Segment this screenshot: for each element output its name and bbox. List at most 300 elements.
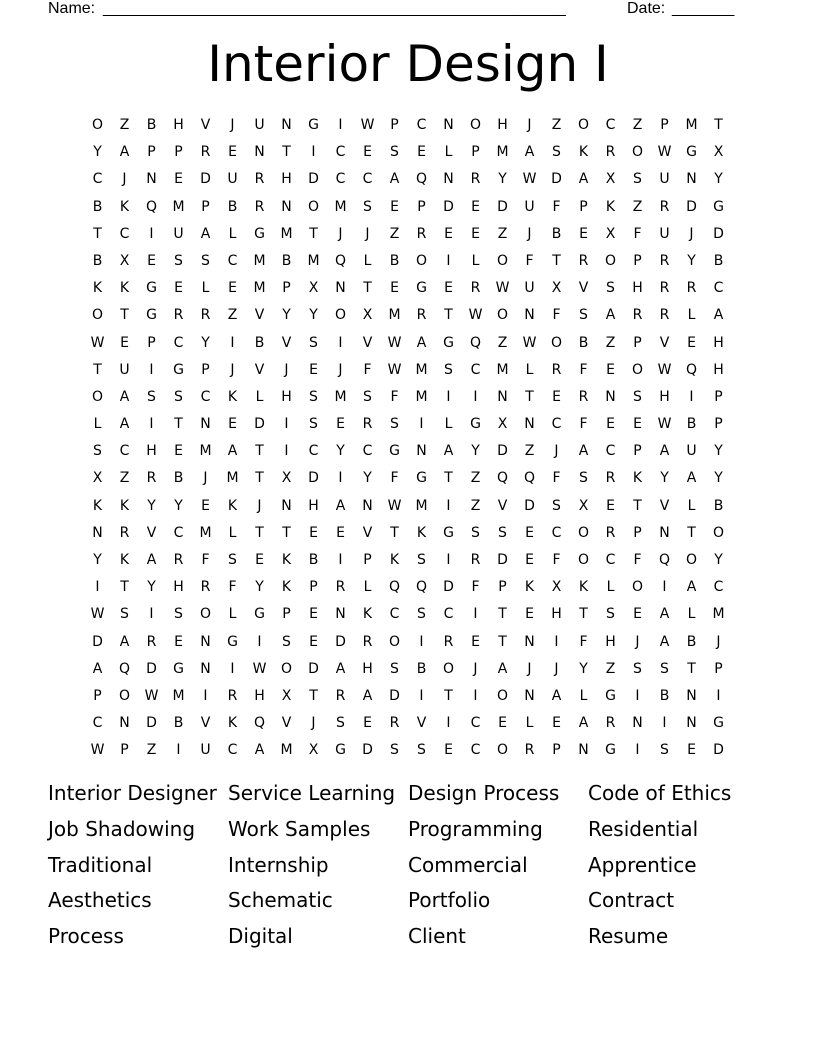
- grid-letter[interactable]: M: [415, 388, 428, 405]
- grid-letter[interactable]: H: [632, 280, 643, 297]
- grid-letter[interactable]: A: [335, 497, 346, 514]
- grid-letter[interactable]: N: [443, 171, 454, 188]
- grid-letter[interactable]: K: [362, 606, 373, 623]
- grid-letter[interactable]: O: [496, 742, 509, 759]
- grid-letter[interactable]: R: [227, 687, 238, 704]
- grid-letter[interactable]: R: [686, 280, 697, 297]
- grid-letter[interactable]: P: [633, 524, 642, 541]
- grid-letter[interactable]: L: [444, 416, 453, 433]
- grid-letter[interactable]: H: [713, 361, 724, 378]
- grid-letter[interactable]: C: [416, 117, 427, 133]
- grid-letter[interactable]: R: [659, 280, 670, 297]
- grid-letter[interactable]: Y: [147, 497, 156, 514]
- grid-letter[interactable]: Y: [363, 470, 372, 487]
- grid-letter[interactable]: S: [417, 552, 426, 568]
- grid-letter[interactable]: R: [173, 552, 184, 568]
- grid-letter[interactable]: S: [471, 524, 480, 541]
- grid-letter[interactable]: O: [631, 144, 644, 161]
- grid-letter[interactable]: C: [470, 715, 481, 732]
- grid-letter[interactable]: E: [633, 606, 642, 623]
- grid-letter[interactable]: E: [255, 552, 264, 568]
- grid-letter[interactable]: R: [200, 579, 211, 596]
- grid-letter[interactable]: J: [527, 660, 532, 677]
- grid-letter[interactable]: S: [660, 660, 669, 677]
- grid-letter[interactable]: C: [443, 606, 454, 623]
- grid-letter[interactable]: L: [93, 416, 102, 433]
- grid-letter[interactable]: W: [495, 280, 510, 297]
- grid-letter[interactable]: I: [176, 742, 181, 759]
- grid-letter[interactable]: A: [119, 144, 130, 161]
- grid-letter[interactable]: T: [498, 606, 507, 623]
- grid-letter[interactable]: N: [605, 388, 616, 405]
- grid-letter[interactable]: T: [255, 470, 264, 487]
- grid-letter[interactable]: D: [308, 470, 319, 487]
- grid-letter[interactable]: K: [119, 497, 130, 514]
- grid-letter[interactable]: S: [417, 606, 426, 623]
- grid-letter[interactable]: N: [524, 687, 535, 704]
- grid-letter[interactable]: E: [417, 144, 426, 161]
- grid-letter[interactable]: E: [390, 280, 399, 297]
- grid-letter[interactable]: B: [551, 225, 562, 242]
- grid-letter[interactable]: J: [365, 225, 370, 242]
- grid-letter[interactable]: T: [309, 687, 318, 704]
- grid-letter[interactable]: A: [389, 171, 400, 188]
- grid-letter[interactable]: S: [93, 443, 102, 460]
- grid-letter[interactable]: G: [335, 742, 346, 759]
- grid-letter[interactable]: I: [554, 633, 559, 650]
- grid-letter[interactable]: F: [579, 361, 588, 378]
- grid-letter[interactable]: R: [146, 633, 157, 650]
- grid-letter[interactable]: L: [228, 606, 237, 623]
- grid-letter[interactable]: O: [334, 307, 347, 324]
- grid-letter[interactable]: A: [416, 334, 427, 351]
- grid-letter[interactable]: A: [227, 443, 238, 460]
- grid-letter[interactable]: U: [173, 225, 184, 242]
- grid-letter[interactable]: L: [201, 280, 210, 297]
- grid-letter[interactable]: F: [579, 416, 588, 433]
- grid-letter[interactable]: C: [227, 252, 238, 269]
- grid-letter[interactable]: E: [444, 225, 453, 242]
- grid-letter[interactable]: M: [172, 198, 185, 215]
- grid-letter[interactable]: Y: [282, 307, 291, 324]
- grid-letter[interactable]: P: [417, 198, 426, 215]
- grid-letter[interactable]: D: [146, 660, 157, 677]
- grid-letter[interactable]: R: [605, 524, 616, 541]
- grid-letter[interactable]: E: [525, 552, 534, 568]
- grid-letter[interactable]: S: [336, 715, 345, 732]
- grid-letter[interactable]: O: [550, 334, 563, 351]
- grid-letter[interactable]: M: [712, 606, 725, 623]
- grid-letter[interactable]: V: [578, 280, 589, 297]
- grid-letter[interactable]: I: [230, 334, 235, 351]
- grid-letter[interactable]: F: [390, 470, 399, 487]
- grid-letter[interactable]: D: [389, 687, 400, 704]
- grid-letter[interactable]: W: [387, 361, 402, 378]
- grid-letter[interactable]: T: [120, 579, 129, 596]
- grid-letter[interactable]: J: [554, 660, 559, 677]
- grid-letter[interactable]: L: [579, 687, 588, 704]
- grid-letter[interactable]: K: [632, 470, 643, 487]
- grid-letter[interactable]: N: [200, 660, 211, 677]
- grid-letter[interactable]: I: [635, 742, 640, 759]
- grid-letter[interactable]: I: [338, 470, 343, 487]
- grid-letter[interactable]: N: [524, 633, 535, 650]
- grid-letter[interactable]: U: [254, 117, 265, 133]
- grid-letter[interactable]: T: [255, 524, 264, 541]
- grid-letter[interactable]: Q: [253, 715, 266, 732]
- grid-letter[interactable]: O: [91, 307, 104, 324]
- grid-letter[interactable]: T: [174, 416, 183, 433]
- grid-letter[interactable]: E: [525, 606, 534, 623]
- grid-letter[interactable]: M: [253, 252, 266, 269]
- grid-letter[interactable]: K: [578, 579, 589, 596]
- grid-letter[interactable]: T: [444, 687, 453, 704]
- grid-letter[interactable]: G: [254, 225, 265, 242]
- grid-letter[interactable]: P: [120, 742, 129, 759]
- grid-letter[interactable]: K: [416, 524, 427, 541]
- grid-letter[interactable]: P: [633, 443, 642, 460]
- grid-letter[interactable]: A: [578, 715, 589, 732]
- grid-letter[interactable]: E: [606, 497, 615, 514]
- grid-letter[interactable]: N: [92, 524, 103, 541]
- grid-letter[interactable]: H: [713, 334, 724, 351]
- grid-letter[interactable]: T: [93, 361, 102, 378]
- grid-letter[interactable]: I: [473, 687, 478, 704]
- grid-letter[interactable]: W: [144, 687, 159, 704]
- grid-letter[interactable]: Z: [632, 198, 643, 215]
- grid-letter[interactable]: D: [308, 660, 319, 677]
- grid-letter[interactable]: F: [552, 198, 561, 215]
- grid-letter[interactable]: C: [362, 171, 373, 188]
- grid-letter[interactable]: P: [147, 334, 156, 351]
- grid-letter[interactable]: A: [578, 443, 589, 460]
- grid-letter[interactable]: S: [498, 524, 507, 541]
- grid-letter[interactable]: I: [284, 443, 289, 460]
- grid-letter[interactable]: S: [633, 660, 642, 677]
- grid-letter[interactable]: R: [524, 742, 535, 759]
- grid-letter[interactable]: I: [311, 144, 316, 161]
- grid-letter[interactable]: S: [552, 497, 561, 514]
- grid-letter[interactable]: E: [552, 388, 561, 405]
- grid-letter[interactable]: T: [714, 117, 723, 133]
- grid-letter[interactable]: O: [442, 660, 455, 677]
- grid-letter[interactable]: H: [173, 579, 184, 596]
- grid-letter[interactable]: E: [471, 633, 480, 650]
- grid-letter[interactable]: E: [444, 280, 453, 297]
- grid-letter[interactable]: N: [524, 416, 535, 433]
- grid-letter[interactable]: V: [281, 715, 292, 732]
- grid-letter[interactable]: U: [200, 742, 211, 759]
- grid-letter[interactable]: N: [443, 117, 454, 133]
- grid-letter[interactable]: Y: [174, 497, 183, 514]
- grid-letter[interactable]: H: [146, 443, 157, 460]
- grid-letter[interactable]: P: [201, 198, 210, 215]
- grid-letter[interactable]: I: [635, 687, 640, 704]
- grid-letter[interactable]: V: [416, 715, 427, 732]
- grid-letter[interactable]: B: [389, 252, 400, 269]
- grid-letter[interactable]: B: [713, 252, 724, 269]
- grid-letter[interactable]: S: [390, 742, 399, 759]
- grid-letter[interactable]: V: [200, 715, 211, 732]
- grid-letter[interactable]: A: [659, 443, 670, 460]
- grid-letter[interactable]: D: [686, 198, 697, 215]
- grid-letter[interactable]: V: [659, 334, 670, 351]
- grid-letter[interactable]: S: [174, 252, 183, 269]
- grid-letter[interactable]: H: [659, 388, 670, 405]
- grid-letter[interactable]: M: [172, 687, 185, 704]
- grid-letter[interactable]: G: [416, 280, 427, 297]
- grid-letter[interactable]: T: [120, 307, 129, 324]
- grid-letter[interactable]: C: [173, 334, 184, 351]
- grid-letter[interactable]: S: [660, 742, 669, 759]
- grid-letter[interactable]: M: [334, 388, 347, 405]
- grid-letter[interactable]: C: [119, 443, 130, 460]
- grid-letter[interactable]: E: [498, 715, 507, 732]
- grid-letter[interactable]: P: [660, 117, 669, 133]
- grid-letter[interactable]: J: [230, 361, 235, 378]
- grid-letter[interactable]: M: [415, 497, 428, 514]
- grid-letter[interactable]: Y: [714, 443, 723, 460]
- grid-letter[interactable]: O: [307, 198, 320, 215]
- grid-letter[interactable]: S: [633, 171, 642, 188]
- grid-letter[interactable]: R: [578, 388, 589, 405]
- grid-letter[interactable]: D: [443, 579, 454, 596]
- grid-letter[interactable]: V: [254, 307, 265, 324]
- grid-letter[interactable]: L: [525, 361, 534, 378]
- grid-letter[interactable]: I: [203, 687, 208, 704]
- grid-letter[interactable]: S: [282, 633, 291, 650]
- grid-letter[interactable]: Y: [147, 579, 156, 596]
- grid-letter[interactable]: N: [254, 144, 265, 161]
- grid-letter[interactable]: F: [525, 252, 534, 269]
- grid-letter[interactable]: C: [389, 606, 400, 623]
- grid-letter[interactable]: E: [147, 252, 156, 269]
- grid-letter[interactable]: X: [308, 742, 319, 759]
- grid-letter[interactable]: L: [687, 497, 696, 514]
- grid-letter[interactable]: I: [446, 388, 451, 405]
- grid-letter[interactable]: J: [230, 117, 235, 133]
- grid-letter[interactable]: B: [146, 117, 157, 133]
- grid-letter[interactable]: E: [606, 416, 615, 433]
- grid-letter[interactable]: H: [362, 660, 373, 677]
- grid-letter[interactable]: J: [473, 660, 478, 677]
- grid-letter[interactable]: P: [552, 742, 561, 759]
- grid-letter[interactable]: E: [174, 280, 183, 297]
- grid-letter[interactable]: I: [419, 633, 424, 650]
- grid-letter[interactable]: R: [605, 470, 616, 487]
- grid-letter[interactable]: C: [713, 280, 724, 297]
- grid-letter[interactable]: N: [686, 687, 697, 704]
- grid-letter[interactable]: S: [363, 388, 372, 405]
- date-field[interactable]: _______: [672, 0, 735, 17]
- grid-letter[interactable]: G: [173, 660, 184, 677]
- grid-letter[interactable]: C: [551, 524, 562, 541]
- grid-letter[interactable]: A: [686, 470, 697, 487]
- grid-letter[interactable]: N: [335, 606, 346, 623]
- grid-letter[interactable]: R: [254, 198, 265, 215]
- grid-letter[interactable]: E: [174, 443, 183, 460]
- grid-letter[interactable]: B: [227, 198, 238, 215]
- grid-letter[interactable]: G: [146, 307, 157, 324]
- grid-letter[interactable]: B: [416, 660, 427, 677]
- grid-letter[interactable]: Y: [471, 443, 480, 460]
- grid-letter[interactable]: S: [417, 742, 426, 759]
- grid-letter[interactable]: E: [228, 144, 237, 161]
- grid-letter[interactable]: E: [174, 633, 183, 650]
- grid-letter[interactable]: L: [363, 579, 372, 596]
- grid-letter[interactable]: D: [443, 198, 454, 215]
- grid-letter[interactable]: N: [200, 633, 211, 650]
- grid-letter[interactable]: R: [200, 144, 211, 161]
- grid-letter[interactable]: D: [713, 742, 724, 759]
- grid-letter[interactable]: P: [633, 334, 642, 351]
- grid-letter[interactable]: Q: [469, 334, 482, 351]
- grid-letter[interactable]: R: [119, 524, 130, 541]
- grid-letter[interactable]: K: [92, 497, 103, 514]
- grid-letter[interactable]: F: [633, 225, 642, 242]
- grid-letter[interactable]: R: [605, 144, 616, 161]
- grid-letter[interactable]: R: [146, 470, 157, 487]
- grid-letter[interactable]: K: [227, 715, 238, 732]
- grid-letter[interactable]: C: [335, 144, 346, 161]
- grid-letter[interactable]: I: [95, 579, 100, 596]
- grid-letter[interactable]: W: [90, 334, 105, 351]
- grid-letter[interactable]: U: [227, 171, 238, 188]
- grid-letter[interactable]: C: [173, 524, 184, 541]
- grid-letter[interactable]: C: [605, 552, 616, 568]
- grid-letter[interactable]: C: [92, 715, 103, 732]
- grid-letter[interactable]: K: [281, 579, 292, 596]
- grid-letter[interactable]: I: [446, 715, 451, 732]
- grid-letter[interactable]: S: [363, 198, 372, 215]
- grid-letter[interactable]: A: [659, 633, 670, 650]
- grid-letter[interactable]: A: [362, 687, 373, 704]
- grid-letter[interactable]: I: [419, 687, 424, 704]
- grid-letter[interactable]: C: [308, 443, 319, 460]
- grid-letter[interactable]: T: [552, 252, 561, 269]
- grid-letter[interactable]: C: [713, 579, 724, 596]
- grid-letter[interactable]: Y: [93, 144, 102, 161]
- grid-letter[interactable]: I: [446, 497, 451, 514]
- grid-letter[interactable]: R: [389, 715, 400, 732]
- grid-letter[interactable]: E: [687, 334, 696, 351]
- grid-letter[interactable]: Z: [632, 117, 643, 133]
- grid-letter[interactable]: X: [497, 416, 508, 433]
- grid-letter[interactable]: X: [281, 687, 292, 704]
- grid-letter[interactable]: D: [254, 416, 265, 433]
- grid-letter[interactable]: I: [662, 715, 667, 732]
- grid-letter[interactable]: E: [363, 144, 372, 161]
- grid-letter[interactable]: F: [363, 361, 372, 378]
- grid-letter[interactable]: T: [282, 524, 291, 541]
- grid-letter[interactable]: R: [443, 633, 454, 650]
- grid-letter[interactable]: M: [226, 470, 239, 487]
- grid-letter[interactable]: R: [470, 280, 481, 297]
- grid-letter[interactable]: O: [577, 524, 590, 541]
- grid-letter[interactable]: I: [149, 225, 154, 242]
- grid-letter[interactable]: K: [605, 198, 616, 215]
- grid-letter[interactable]: L: [606, 579, 615, 596]
- grid-letter[interactable]: B: [686, 416, 697, 433]
- grid-letter[interactable]: Y: [579, 660, 588, 677]
- grid-letter[interactable]: Z: [497, 334, 508, 351]
- grid-letter[interactable]: M: [199, 524, 212, 541]
- grid-letter[interactable]: L: [363, 252, 372, 269]
- grid-letter[interactable]: Z: [551, 117, 562, 133]
- grid-letter[interactable]: F: [228, 579, 237, 596]
- grid-letter[interactable]: U: [659, 225, 670, 242]
- grid-letter[interactable]: N: [200, 416, 211, 433]
- grid-letter[interactable]: Z: [470, 497, 481, 514]
- grid-letter[interactable]: D: [497, 552, 508, 568]
- grid-letter[interactable]: X: [92, 470, 103, 487]
- grid-letter[interactable]: J: [689, 225, 694, 242]
- grid-letter[interactable]: N: [416, 443, 427, 460]
- grid-letter[interactable]: N: [632, 715, 643, 732]
- grid-letter[interactable]: O: [631, 579, 644, 596]
- grid-letter[interactable]: I: [473, 606, 478, 623]
- grid-letter[interactable]: I: [230, 660, 235, 677]
- grid-letter[interactable]: K: [578, 144, 589, 161]
- grid-letter[interactable]: Q: [415, 579, 428, 596]
- grid-letter[interactable]: A: [92, 660, 103, 677]
- grid-letter[interactable]: X: [551, 579, 562, 596]
- grid-letter[interactable]: J: [203, 470, 208, 487]
- grid-letter[interactable]: R: [470, 171, 481, 188]
- grid-letter[interactable]: H: [308, 497, 319, 514]
- grid-letter[interactable]: E: [201, 497, 210, 514]
- grid-letter[interactable]: E: [309, 606, 318, 623]
- grid-letter[interactable]: H: [497, 117, 508, 133]
- grid-letter[interactable]: M: [334, 198, 347, 215]
- grid-letter[interactable]: W: [360, 117, 375, 133]
- grid-letter[interactable]: F: [390, 388, 399, 405]
- grid-letter[interactable]: E: [309, 524, 318, 541]
- grid-letter[interactable]: I: [149, 416, 154, 433]
- grid-letter[interactable]: O: [388, 633, 401, 650]
- grid-letter[interactable]: S: [120, 606, 129, 623]
- grid-letter[interactable]: J: [554, 443, 559, 460]
- grid-letter[interactable]: N: [578, 742, 589, 759]
- grid-letter[interactable]: G: [605, 687, 616, 704]
- grid-letter[interactable]: E: [120, 334, 129, 351]
- grid-letter[interactable]: O: [280, 660, 293, 677]
- grid-letter[interactable]: L: [255, 388, 264, 405]
- grid-letter[interactable]: J: [635, 633, 640, 650]
- grid-letter[interactable]: N: [497, 388, 508, 405]
- grid-letter[interactable]: D: [335, 633, 346, 650]
- grid-letter[interactable]: E: [174, 171, 183, 188]
- grid-letter[interactable]: N: [281, 497, 292, 514]
- grid-letter[interactable]: X: [362, 307, 373, 324]
- grid-letter[interactable]: D: [524, 497, 535, 514]
- grid-letter[interactable]: A: [659, 606, 670, 623]
- grid-letter[interactable]: Y: [714, 470, 723, 487]
- grid-letter[interactable]: E: [444, 742, 453, 759]
- grid-letter[interactable]: R: [254, 171, 265, 188]
- grid-letter[interactable]: G: [470, 416, 481, 433]
- grid-letter[interactable]: I: [716, 687, 721, 704]
- grid-letter[interactable]: R: [659, 307, 670, 324]
- grid-letter[interactable]: I: [689, 388, 694, 405]
- grid-letter[interactable]: Q: [685, 361, 698, 378]
- grid-letter[interactable]: V: [200, 117, 211, 133]
- grid-letter[interactable]: E: [309, 633, 318, 650]
- grid-letter[interactable]: D: [551, 171, 562, 188]
- grid-letter[interactable]: N: [362, 497, 373, 514]
- grid-letter[interactable]: N: [524, 307, 535, 324]
- grid-letter[interactable]: K: [227, 497, 238, 514]
